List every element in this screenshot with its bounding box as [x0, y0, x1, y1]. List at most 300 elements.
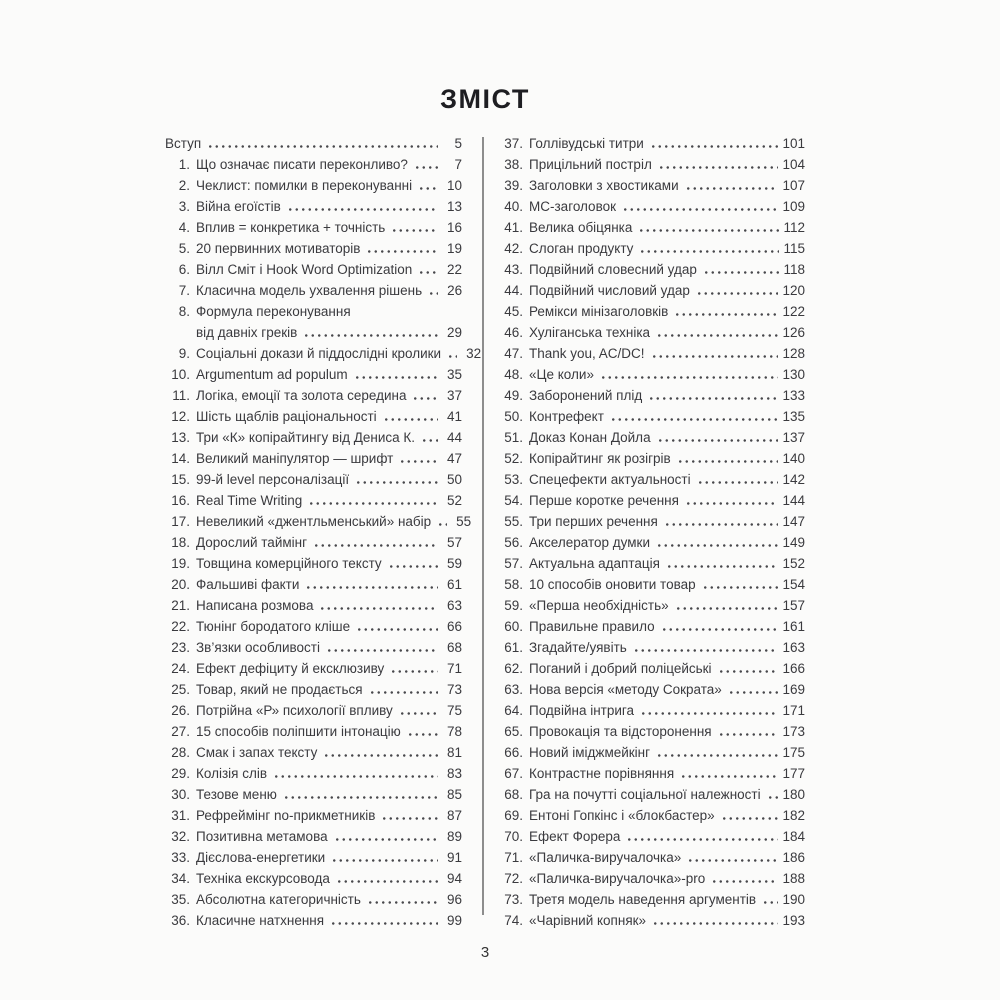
toc-entry-number: 20. [171, 577, 190, 592]
toc-entry-title: Слоган продукту [529, 241, 634, 256]
toc-entry-number: 35. [171, 892, 190, 907]
toc-entry [498, 175, 805, 196]
toc-entry-title: Хуліганська техніка [529, 325, 651, 340]
toc-entry-title: Актуальна адаптація [529, 556, 660, 571]
toc-entry-page: 177 [782, 766, 805, 781]
toc-entry-number: 46. [504, 325, 523, 340]
toc-entry-page: 133 [782, 388, 805, 403]
toc-entry-page: 81 [446, 745, 462, 760]
toc-entry-number: 7. [178, 283, 190, 298]
toc-entry-number: 5. [178, 241, 190, 256]
toc-entry-title: Голлівудські титри [529, 136, 644, 151]
toc-entry-number: 50. [504, 409, 523, 424]
toc-entry-page: 37 [446, 388, 462, 403]
toc-entry-page: 61 [446, 577, 462, 592]
toc-entry-number: 41. [504, 220, 523, 235]
toc-entry-title: Шість щаблів раціональності [196, 409, 377, 424]
toc-entry [165, 385, 462, 406]
dot-leader [639, 238, 779, 259]
toc-entry-title: 99-й level персоналізації [196, 472, 350, 487]
toc-entry-number: 25. [171, 682, 190, 697]
toc-entry [165, 175, 462, 196]
toc-entry-page: 5 [454, 136, 462, 151]
dot-leader [711, 868, 778, 889]
toc-entry-title: Argumentum ad populum [196, 367, 348, 382]
toc-entry [498, 217, 805, 238]
dot-leader [330, 910, 438, 931]
toc-entry [165, 784, 462, 805]
toc-entry-title: Три перших речення [529, 514, 658, 529]
dot-leader [407, 721, 438, 742]
toc-entry-title: Товар, який не продається [196, 682, 363, 697]
toc-entry [165, 448, 462, 469]
dot-leader [638, 217, 779, 238]
toc-entry [165, 595, 462, 616]
toc-entry-page: 128 [782, 346, 805, 361]
toc-entry-number: 74. [504, 913, 523, 928]
toc-entry [165, 679, 462, 700]
toc-entry-page: 130 [782, 367, 805, 382]
toc-entry [498, 511, 805, 532]
dot-leader [648, 385, 778, 406]
toc-entry-number: 29. [171, 766, 190, 781]
toc-entry-title: Позитивна метамова [196, 829, 328, 844]
dot-leader [287, 196, 438, 217]
dot-leader [313, 532, 438, 553]
toc-entry-page: 41 [446, 409, 462, 424]
toc-entry-number: 26. [171, 703, 190, 718]
toc-entry-title: Акселератор думки [529, 535, 650, 550]
toc-entry-title: Правильне правило [529, 619, 655, 634]
toc-entry-number: 4. [178, 220, 190, 235]
toc-entry-number: 56. [504, 535, 523, 550]
toc-entry [498, 364, 805, 385]
toc-entry-page: 144 [782, 493, 805, 508]
toc-entry-title: Рефреймінг no-прикметників [196, 808, 376, 823]
toc-entry-number: 66. [504, 745, 523, 760]
toc-entry [498, 427, 805, 448]
toc-entry-page: 154 [782, 577, 805, 592]
toc-entry-title: «Чарівний копняк» [529, 913, 647, 928]
dot-leader [390, 658, 438, 679]
toc-entry-title: Прицільний постріл [529, 157, 652, 172]
toc-entry-number: 10. [171, 367, 190, 382]
toc-entry-title: від давніх греків [196, 325, 298, 340]
toc-entry-title: Вілл Сміт і Hook Word Optimization [196, 262, 413, 277]
toc-entry-number: 63. [504, 682, 523, 697]
toc-entry-title: Третя модель наведення аргументів [529, 892, 757, 907]
toc-entry-title: Заголовки з хвостиками [529, 178, 679, 193]
dot-leader [418, 175, 438, 196]
dot-leader [762, 889, 778, 910]
toc-entry-title: Подвійний словесний удар [529, 262, 697, 277]
toc-entry-page: 171 [782, 703, 805, 718]
toc-entry-title: Поганий і добрий поліцейські [529, 661, 712, 676]
toc-entry-page: 109 [782, 199, 805, 214]
toc-entry [165, 238, 462, 259]
toc-entry-number: 72. [504, 871, 523, 886]
toc-entry-title: Подвійний числовий удар [529, 283, 690, 298]
toc-entry [498, 469, 805, 490]
toc-entry-page: 96 [446, 892, 462, 907]
toc-entry [498, 406, 805, 427]
toc-entry-number: 49. [504, 388, 523, 403]
dot-leader [703, 259, 780, 280]
toc-entry-title: Контрастне порівняння [529, 766, 675, 781]
toc-entry-number: 37. [504, 136, 523, 151]
dot-leader [336, 868, 438, 889]
dot-leader [677, 448, 779, 469]
toc-entry-page: 57 [446, 535, 462, 550]
toc-entry-title: Війна егоїстів [196, 199, 281, 214]
toc-entry-page: 149 [782, 535, 805, 550]
toc-entry-page: 193 [782, 913, 805, 928]
toc-entry-number: 32. [171, 829, 190, 844]
toc-entry-page: 78 [446, 724, 462, 739]
dot-leader [366, 238, 438, 259]
toc-entry-number: 38. [504, 157, 523, 172]
toc-entry-number: 23. [171, 640, 190, 655]
toc-entry [498, 889, 805, 910]
dot-leader [283, 784, 438, 805]
dot-leader [319, 595, 438, 616]
toc-entry-title: «Перша необхідність» [529, 598, 669, 613]
toc-entry [498, 595, 805, 616]
toc-entry [498, 343, 805, 364]
toc-entry [498, 574, 805, 595]
toc-entry-title: Товщина комерційного тексту [196, 556, 382, 571]
toc-entry [498, 826, 805, 847]
toc-entry-page: 47 [446, 451, 462, 466]
dot-leader [418, 259, 438, 280]
toc-entry-page: 135 [782, 409, 805, 424]
toc-entry-number: 2. [178, 178, 190, 193]
toc-entry-number: 31. [171, 808, 190, 823]
toc-entry-number: 11. [172, 388, 190, 403]
dot-leader [680, 763, 778, 784]
toc-entry-page: 22 [446, 262, 462, 277]
dot-leader [381, 805, 438, 826]
toc-entry-number: 62. [504, 661, 523, 676]
dot-leader [326, 637, 438, 658]
toc-entry-page: 85 [446, 787, 462, 802]
toc-entry-number: 40. [504, 199, 523, 214]
toc-entry-page: 50 [446, 472, 462, 487]
toc-entry-page: 7 [454, 157, 462, 172]
dot-leader [303, 322, 438, 343]
toc-entry-title: Контрефект [529, 409, 604, 424]
toc-entry-number: 68. [504, 787, 523, 802]
dot-leader [702, 574, 779, 595]
toc-entry [165, 658, 462, 679]
toc-entry-number: 19. [171, 556, 190, 571]
toc-entry [498, 133, 805, 154]
dot-leader [355, 469, 438, 490]
toc-entry-title: Спецефекти актуальності [529, 472, 691, 487]
toc-entry-number: 43. [504, 262, 523, 277]
toc-entry-page: 19 [446, 241, 462, 256]
toc-entry [165, 343, 482, 364]
toc-entry-number: 69. [504, 808, 523, 823]
toc-entry-page: 118 [783, 262, 805, 277]
toc-entry [165, 322, 462, 343]
toc-entry-title: Дієслова-енергетики [196, 850, 326, 865]
dot-leader [685, 490, 779, 511]
dot-leader [656, 322, 778, 343]
toc-entry-title: Техніка екскурсовода [196, 871, 330, 886]
toc-entry-title: Логіка, емоції та золота середина [196, 388, 407, 403]
dot-leader [658, 154, 779, 175]
toc-entry-title: Написана розмова [196, 598, 314, 613]
toc-entry-title: Ефект Форера [529, 829, 621, 844]
dot-leader [428, 280, 438, 301]
toc-entry [498, 700, 805, 721]
toc-entry [498, 637, 805, 658]
toc-entry-number: 67. [504, 766, 523, 781]
dot-leader [412, 385, 438, 406]
toc-entry [165, 532, 462, 553]
column-divider [482, 137, 484, 915]
toc-entry [498, 805, 805, 826]
toc-entry-title: Ентоні Гопкінс і «блокбастер» [529, 808, 715, 823]
toc-entry [498, 154, 805, 175]
dot-leader [697, 469, 779, 490]
toc-entry-page: 173 [782, 724, 805, 739]
toc-entry-title: Тюнінг бородатого кліше [196, 619, 351, 634]
dot-leader [414, 154, 438, 175]
toc-entry-page: 73 [446, 682, 462, 697]
toc-entry-title: 15 способів поліпшити інтонацію [196, 724, 401, 739]
toc-entry-number: 70. [504, 829, 523, 844]
toc-entry-page: 140 [782, 451, 805, 466]
toc-entry [498, 196, 805, 217]
toc-entry-title: 10 способів оновити товар [529, 577, 696, 592]
toc-entry-number: 59. [504, 598, 523, 613]
toc-entry-page: 75 [446, 703, 462, 718]
toc-entry [165, 364, 462, 385]
dot-leader [447, 343, 457, 364]
toc-entry-page: 175 [782, 745, 805, 760]
toc-entry-title: Заборонений плід [529, 388, 643, 403]
toc-entry-number: 65. [504, 724, 523, 739]
toc-entry-number: 9. [178, 346, 190, 361]
toc-entry-number: 3. [178, 199, 190, 214]
toc-entry-page: 35 [446, 367, 462, 382]
toc-entry-number: 53. [504, 472, 523, 487]
toc-entry-title: 20 первинних мотиваторів [196, 241, 361, 256]
toc-entry-number: 6. [178, 262, 190, 277]
dot-leader [657, 427, 779, 448]
toc-entry-title: «Паличка-виручалочка»-pro [529, 871, 706, 886]
toc-entry-page: 180 [782, 787, 805, 802]
toc-entry [498, 910, 805, 931]
toc-entry [498, 448, 805, 469]
toc-entry-page: 66 [446, 619, 462, 634]
toc-entry-page: 55 [456, 514, 472, 529]
toc-entry-page: 99 [446, 913, 462, 928]
toc-entry-number: 22. [171, 619, 190, 634]
toc-entry-page: 147 [782, 514, 805, 529]
dot-leader [421, 427, 438, 448]
dot-leader [656, 532, 778, 553]
toc-entry-page: 32 [466, 346, 482, 361]
dot-leader [207, 133, 438, 154]
toc-entry-title: Провокація та відсторонення [529, 724, 712, 739]
toc-entry-page: 190 [782, 892, 805, 907]
toc-entry [165, 301, 462, 322]
toc-entry-page: 94 [446, 871, 462, 886]
dot-leader [696, 280, 779, 301]
toc-entry-number: 71. [504, 850, 523, 865]
toc-entry [165, 553, 462, 574]
dot-leader [354, 364, 438, 385]
toc-entry-number: 58. [504, 577, 523, 592]
dot-leader [331, 847, 438, 868]
toc-entry-title: Чеклист: помилки в переконуванні [196, 178, 413, 193]
toc-entry [165, 427, 462, 448]
toc-entry [165, 889, 462, 910]
page-title: ЗМІСТ [440, 84, 530, 114]
dot-leader [622, 196, 778, 217]
toc-entry-page: 71 [446, 661, 462, 676]
toc-entry [498, 259, 805, 280]
toc-entry-title: Невеликий «джентльменський» набір [196, 514, 432, 529]
toc-entry-number: 24. [171, 661, 190, 676]
table-of-contents [165, 133, 805, 931]
toc-entry [165, 826, 462, 847]
toc-entry-page: 101 [782, 136, 805, 151]
toc-entry-number: 28. [171, 745, 190, 760]
toc-entry-title: Згадайте/уявіть [529, 640, 627, 655]
toc-entry-page: 188 [782, 871, 805, 886]
toc-entry-title: Великий маніпулятор — шрифт [196, 451, 394, 466]
toc-entry-number: 61. [504, 640, 523, 655]
toc-entry-number: 33. [171, 850, 190, 865]
toc-entry-title: Зв’язки особливості [196, 640, 320, 655]
dot-leader [651, 343, 779, 364]
toc-entry-number: 42. [504, 241, 523, 256]
dot-leader [650, 133, 779, 154]
toc-entry-number: 44. [504, 283, 523, 298]
dot-leader [767, 784, 779, 805]
dot-leader [610, 406, 779, 427]
toc-entry-number: 54. [504, 493, 523, 508]
toc-entry-page: 26 [447, 283, 463, 298]
toc-entry [165, 406, 462, 427]
dot-leader [369, 679, 438, 700]
toc-entry [165, 805, 462, 826]
toc-entry-page: 91 [446, 850, 462, 865]
toc-entry-page: 184 [782, 829, 805, 844]
toc-entry-page: 166 [782, 661, 805, 676]
dot-leader [308, 490, 438, 511]
toc-entry-number: 27. [171, 724, 190, 739]
dot-leader [367, 889, 438, 910]
toc-entry-number: 18. [171, 535, 190, 550]
toc-entry-title: Колізія слів [196, 766, 268, 781]
toc-entry [498, 385, 805, 406]
dot-leader [633, 637, 779, 658]
toc-entry-title: «Паличка-виручалочка» [529, 850, 682, 865]
dot-leader [356, 616, 438, 637]
toc-entry-title: Потрійна «Р» психології впливу [196, 703, 393, 718]
toc-entry [498, 280, 805, 301]
toc-entry-page: 122 [782, 304, 805, 319]
toc-entry-title: Real Time Writing [196, 493, 303, 508]
toc-entry-page: 163 [782, 640, 805, 655]
dot-leader [323, 742, 438, 763]
toc-entry-page: 186 [782, 850, 805, 865]
toc-entry-number: 57. [504, 556, 523, 571]
toc-entry-title: Велика обіцянка [529, 220, 633, 235]
toc-entry [165, 910, 462, 931]
toc-entry [498, 763, 805, 784]
toc-entry-title: Дорослий таймінг [196, 535, 308, 550]
dot-leader [652, 910, 778, 931]
toc-entry-title: Ефект дефіциту й ексклюзиву [196, 661, 385, 676]
toc-entry-number: 48. [504, 367, 523, 382]
toc-entry [498, 490, 805, 511]
toc-entry [165, 574, 462, 595]
dot-leader [718, 658, 779, 679]
toc-entry-title: Класичне натхнення [196, 913, 325, 928]
toc-entry [165, 763, 462, 784]
toc-entry-title: Перше коротке речення [529, 493, 679, 508]
toc-entry [498, 679, 805, 700]
toc-entry [165, 217, 462, 238]
toc-entry [498, 532, 805, 553]
toc-entry-number: 21. [171, 598, 190, 613]
toc-entry-page: 115 [783, 241, 805, 256]
toc-entry-number: 45. [504, 304, 523, 319]
toc-entry [498, 658, 805, 679]
toc-entry-title: Ремікси мінізаголовків [529, 304, 669, 319]
toc-entry-title: Гра на почутті соціальної належності [529, 787, 761, 802]
toc-entry-title: МС-заголовок [529, 199, 616, 214]
toc-entry-title: Тезове меню [196, 787, 277, 802]
toc-entry [498, 868, 805, 889]
toc-entry-number: 52. [504, 451, 523, 466]
dot-leader [391, 217, 438, 238]
toc-entry-number: 15. [171, 472, 190, 487]
toc-entry-page: 157 [782, 598, 805, 613]
toc-entry-title: Копірайтинг як розігрів [529, 451, 671, 466]
toc-column-left [165, 133, 482, 931]
toc-entry-page: 59 [446, 556, 462, 571]
toc-entry [165, 133, 462, 154]
dot-leader [685, 175, 779, 196]
toc-entry-title: Подвійна інтрига [529, 703, 635, 718]
toc-entry-page: 63 [446, 598, 462, 613]
toc-entry-page: 83 [446, 766, 462, 781]
toc-entry-title: Новий іміджмейкінг [529, 745, 651, 760]
toc-entry-number: 14. [171, 451, 190, 466]
toc-entry-page: 13 [446, 199, 462, 214]
toc-entry-number: 36. [171, 913, 190, 928]
toc-entry-page: 137 [782, 430, 805, 445]
toc-entry-page: 152 [782, 556, 805, 571]
dot-leader [656, 742, 778, 763]
toc-entry-page: 112 [783, 220, 805, 235]
toc-entry-page: 89 [446, 829, 462, 844]
toc-entry [498, 553, 805, 574]
toc-entry [498, 238, 805, 259]
toc-entry-number: 34. [171, 871, 190, 886]
dot-leader [334, 826, 438, 847]
toc-entry-page: 142 [782, 472, 805, 487]
toc-entry-page: 44 [446, 430, 462, 445]
toc-entry-page: 182 [782, 808, 805, 823]
